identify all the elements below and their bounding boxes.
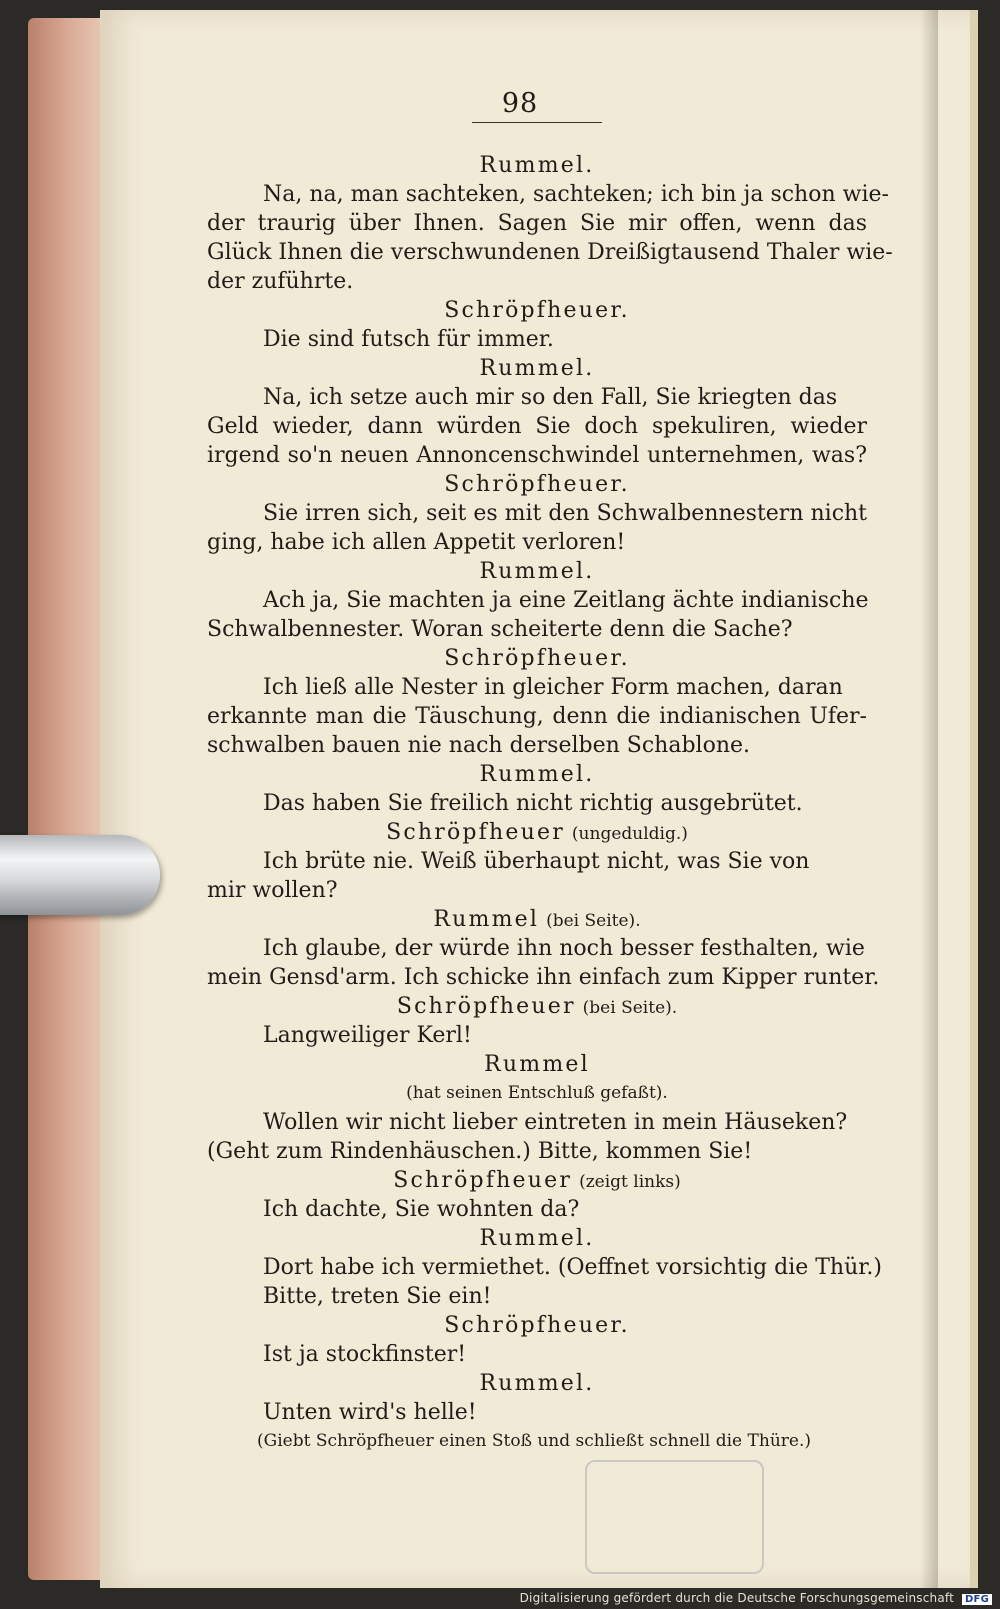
speaker-name: Schröpfheuer xyxy=(393,1168,573,1193)
text-line: Na, ich setze auch mir so den Fall, Sie kriegten das xyxy=(263,385,838,410)
spine-shadow xyxy=(920,10,938,1588)
speaker-name: Schröpfheuer xyxy=(386,820,565,845)
speaker-line xyxy=(207,354,867,383)
text-line: Unten wird's helle! xyxy=(263,1400,477,1425)
text-line: (Giebt Schröpfheuer einen Stoß und schließt schnell die Thüre.) xyxy=(257,1431,811,1451)
text-line: ging, habe ich allen Appetit verloren! xyxy=(207,530,626,555)
text-line: Ist ja stockfinster! xyxy=(263,1342,467,1367)
speaker-line xyxy=(207,1224,867,1253)
text-line: Ich glaube, der würde ihn noch besser festhalten, wie xyxy=(263,936,865,961)
speaker-line xyxy=(207,818,867,847)
text-line: mir wollen? xyxy=(207,878,338,903)
text-line: Schwalbennester. Woran scheiterte denn die Sache? xyxy=(207,617,793,642)
text-line: der traurig über Ihnen. Sagen Sie mir offen, wenn das xyxy=(207,211,867,236)
text-line: Ich ließ alle Nester in gleicher Form machen, daran xyxy=(263,675,843,700)
text-line: erkannte man die Täuschung, denn die indianischen Ufer- xyxy=(207,704,867,729)
speaker-line xyxy=(207,557,867,586)
text-line: Na, na, man sachteken, sachteken; ich bin ja schon wie- xyxy=(263,182,889,207)
text-line: Wollen wir nicht lieber eintreten in mein Häuseken? xyxy=(263,1110,848,1135)
speaker-name: Rummel. xyxy=(479,559,595,584)
speaker-line xyxy=(207,992,867,1021)
book-page xyxy=(100,10,978,1588)
speaker-name: Schröpfheuer xyxy=(396,994,576,1019)
speaker-line xyxy=(207,760,867,789)
text-line: Ich dachte, Sie wohnten da? xyxy=(263,1197,580,1222)
text-line: irgend so'n neuen Annoncenschwindel unternehmen, was? xyxy=(207,443,867,468)
stage-direction: (zeigt links) xyxy=(579,1172,681,1192)
speaker-line xyxy=(207,1311,867,1340)
speaker-line xyxy=(207,296,867,325)
text-line: Die sind futsch für immer. xyxy=(263,327,554,352)
text-line: schwalben bauen nie nach derselben Schablone. xyxy=(207,733,751,758)
dialogue-text xyxy=(207,151,893,1456)
header-rule xyxy=(472,122,602,123)
text-line: Geld wieder, dann würden Sie doch spekuliren, wieder xyxy=(207,414,867,439)
text-line: Dort habe ich vermiethet. (Oeffnet vorsichtig die Thür.) xyxy=(263,1255,882,1280)
text-line: Langweiliger Kerl! xyxy=(263,1023,472,1048)
speaker-name: Rummel. xyxy=(479,1226,595,1251)
speaker-line xyxy=(207,151,867,180)
text-line: Ich brüte nie. Weiß überhaupt nicht, was Sie von xyxy=(263,849,810,874)
footer-text: Digitalisierung gefördert durch die Deutsche Forschungsgemeinschaft xyxy=(519,1591,955,1605)
dfg-logo: DFG xyxy=(962,1594,992,1605)
text-line: (hat seinen Entschluß gefaßt). xyxy=(406,1083,668,1103)
speaker-name: Rummel. xyxy=(479,762,595,787)
text-line: (Geht zum Rindenhäuschen.) Bitte, kommen Sie! xyxy=(207,1139,753,1164)
speaker-line xyxy=(207,905,867,934)
speaker-line xyxy=(207,644,867,673)
speaker-name: Rummel xyxy=(433,907,540,932)
stage-direction: (ungeduldig.) xyxy=(571,824,688,844)
text-line: der zuführte. xyxy=(207,269,354,294)
page-clip xyxy=(0,835,160,915)
library-stamp xyxy=(585,1460,764,1574)
footer-credit xyxy=(520,1591,992,1605)
speaker-line xyxy=(207,470,867,499)
text-line: Bitte, treten Sie ein! xyxy=(263,1284,492,1309)
speaker-name: Schröpfheuer. xyxy=(444,298,630,323)
speaker-line xyxy=(207,1369,867,1398)
speaker-name: Rummel. xyxy=(479,356,595,381)
page-number: 98 xyxy=(501,88,539,119)
speaker-name: Rummel. xyxy=(479,153,595,178)
speaker-name: Rummel. xyxy=(479,1371,595,1396)
speaker-name: Rummel xyxy=(484,1052,590,1077)
stage-direction: (bei Seite). xyxy=(546,911,641,931)
speaker-name: Schröpfheuer. xyxy=(444,1313,630,1338)
text-line: Glück Ihnen die verschwundenen Dreißigtausend Thaler wie- xyxy=(207,240,893,265)
text-line: mein Gensd'arm. Ich schicke ihn einfach zum Kipper runter. xyxy=(207,965,880,990)
text-line: Das haben Sie freilich nicht richtig ausgebrütet. xyxy=(263,791,803,816)
speaker-name: Schröpfheuer. xyxy=(444,646,630,671)
speaker-line xyxy=(207,1166,867,1195)
text-line: Ach ja, Sie machten ja eine Zeitlang ächte indianische xyxy=(263,588,869,613)
text-line: Sie irren sich, seit es mit den Schwalbennestern nicht xyxy=(263,501,868,526)
speaker-line xyxy=(207,1050,867,1079)
speaker-name: Schröpfheuer. xyxy=(444,472,630,497)
stage-direction: (bei Seite). xyxy=(582,998,678,1018)
